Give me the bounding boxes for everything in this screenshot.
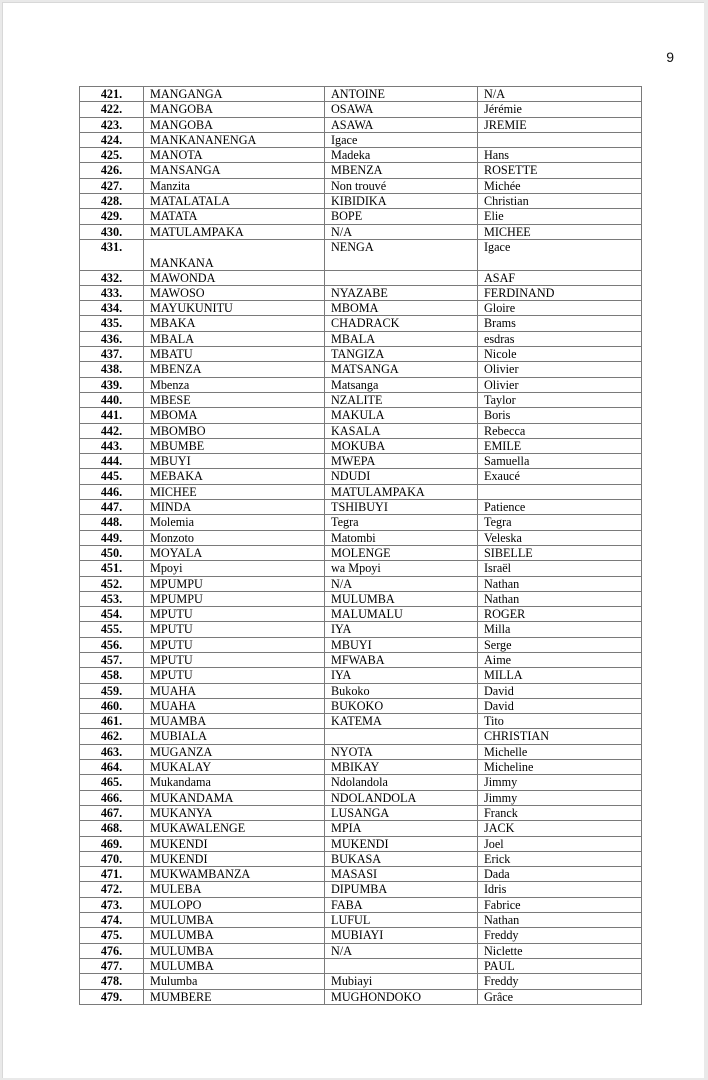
table-row — [80, 607, 642, 622]
table-row — [80, 515, 642, 530]
table-row — [80, 423, 642, 438]
row-number: 460. — [80, 698, 144, 713]
middle-name-cell: N/A — [325, 576, 478, 591]
last-name-cell: MATALATALA — [144, 194, 325, 209]
first-name-cell: Erick — [478, 851, 642, 866]
middle-name-cell: BOPE — [325, 209, 478, 224]
table-row — [80, 958, 642, 973]
last-name-cell: MULEBA — [144, 882, 325, 897]
last-name-cell: MANGANGA — [144, 87, 325, 102]
row-number: 456. — [80, 637, 144, 652]
table-row — [80, 928, 642, 943]
table-row — [80, 989, 642, 1004]
first-name-cell: Jérémie — [478, 102, 642, 117]
row-number: 469. — [80, 836, 144, 851]
table-row — [80, 591, 642, 606]
table-row — [80, 775, 642, 790]
first-name-cell: Niclette — [478, 943, 642, 958]
first-name-cell: Nathan — [478, 913, 642, 928]
middle-name-cell: MALUMALU — [325, 607, 478, 622]
first-name-cell: ASAF — [478, 270, 642, 285]
last-name-cell: MBUYI — [144, 454, 325, 469]
row-number: 438. — [80, 362, 144, 377]
first-name-cell: CHRISTIAN — [478, 729, 642, 744]
first-name-cell: PAUL — [478, 958, 642, 973]
table-row — [80, 239, 642, 270]
row-number: 466. — [80, 790, 144, 805]
row-number: 461. — [80, 714, 144, 729]
first-name-cell: Nathan — [478, 591, 642, 606]
last-name-cell: MBESE — [144, 392, 325, 407]
first-name-cell: Hans — [478, 148, 642, 163]
table-row — [80, 729, 642, 744]
first-name-cell: Fabrice — [478, 897, 642, 912]
table-row — [80, 285, 642, 300]
table-row — [80, 87, 642, 102]
middle-name-cell — [325, 958, 478, 973]
last-name-cell: MUKANDAMA — [144, 790, 325, 805]
middle-name-cell — [325, 270, 478, 285]
first-name-cell: Tegra — [478, 515, 642, 530]
table-row — [80, 102, 642, 117]
last-name-cell: MBAKA — [144, 316, 325, 331]
first-name-cell: SIBELLE — [478, 545, 642, 560]
table-row — [80, 867, 642, 882]
last-name-cell: MUBIALA — [144, 729, 325, 744]
last-name-cell: MOYALA — [144, 545, 325, 560]
last-name-cell: MUAHA — [144, 683, 325, 698]
middle-name-cell: N/A — [325, 943, 478, 958]
first-name-cell: Exaucé — [478, 469, 642, 484]
first-name-cell: Gloire — [478, 301, 642, 316]
row-number: 473. — [80, 897, 144, 912]
table-row — [80, 821, 642, 836]
first-name-cell: Tito — [478, 714, 642, 729]
row-number: 477. — [80, 958, 144, 973]
first-name-cell: Rebecca — [478, 423, 642, 438]
row-number: 426. — [80, 163, 144, 178]
first-name-cell: MILLA — [478, 668, 642, 683]
row-number: 468. — [80, 821, 144, 836]
first-name-cell: Taylor — [478, 392, 642, 407]
last-name-cell: MAWOSO — [144, 285, 325, 300]
middle-name-cell: MATSANGA — [325, 362, 478, 377]
table-row — [80, 469, 642, 484]
first-name-cell: Michée — [478, 178, 642, 193]
last-name-cell: MULUMBA — [144, 913, 325, 928]
middle-name-cell: MOLENGE — [325, 545, 478, 560]
name-roster-table — [79, 86, 642, 1005]
middle-name-cell: IYA — [325, 622, 478, 637]
row-number: 437. — [80, 347, 144, 362]
middle-name-cell: MBIKAY — [325, 760, 478, 775]
table-row — [80, 362, 642, 377]
last-name-cell: MEBAKA — [144, 469, 325, 484]
row-number: 424. — [80, 132, 144, 147]
last-name-cell: Mpoyi — [144, 561, 325, 576]
middle-name-cell: MASASI — [325, 867, 478, 882]
middle-name-cell: NYOTA — [325, 744, 478, 759]
row-number: 444. — [80, 454, 144, 469]
table-row — [80, 530, 642, 545]
table-row — [80, 683, 642, 698]
middle-name-cell: NDOLANDOLA — [325, 790, 478, 805]
row-number: 449. — [80, 530, 144, 545]
middle-name-cell: DIPUMBA — [325, 882, 478, 897]
row-number: 447. — [80, 500, 144, 515]
row-number: 479. — [80, 989, 144, 1004]
row-number: 432. — [80, 270, 144, 285]
last-name-cell: Mulumba — [144, 974, 325, 989]
table-row — [80, 652, 642, 667]
row-number: 464. — [80, 760, 144, 775]
last-name-cell: MULUMBA — [144, 943, 325, 958]
first-name-cell: Michelle — [478, 744, 642, 759]
last-name-cell: MANOTA — [144, 148, 325, 163]
middle-name-cell: MUBIAYI — [325, 928, 478, 943]
last-name-cell: MUKENDI — [144, 851, 325, 866]
last-name-cell: MBATU — [144, 347, 325, 362]
last-name-cell: MPUTU — [144, 622, 325, 637]
middle-name-cell: ANTOINE — [325, 87, 478, 102]
middle-name-cell: Madeka — [325, 148, 478, 163]
last-name-cell: MPUMPU — [144, 576, 325, 591]
first-name-cell: Veleska — [478, 530, 642, 545]
table-row — [80, 377, 642, 392]
last-name-cell: MULUMBA — [144, 958, 325, 973]
row-number: 452. — [80, 576, 144, 591]
table-row — [80, 194, 642, 209]
first-name-cell: esdras — [478, 331, 642, 346]
last-name-cell: MBENZA — [144, 362, 325, 377]
last-name-cell: MBOMA — [144, 408, 325, 423]
first-name-cell: Joel — [478, 836, 642, 851]
row-number: 423. — [80, 117, 144, 132]
row-number: 445. — [80, 469, 144, 484]
last-name-cell: MANKANA — [144, 239, 325, 270]
row-number: 471. — [80, 867, 144, 882]
row-number: 446. — [80, 484, 144, 499]
middle-name-cell: MATULAMPAKA — [325, 484, 478, 499]
page-number: 9 — [666, 49, 674, 65]
last-name-cell: MBALA — [144, 331, 325, 346]
middle-name-cell: KIBIDIKA — [325, 194, 478, 209]
table-row — [80, 331, 642, 346]
table-row — [80, 576, 642, 591]
table-row — [80, 148, 642, 163]
first-name-cell: Olivier — [478, 377, 642, 392]
table-row — [80, 897, 642, 912]
last-name-cell: MUKANYA — [144, 805, 325, 820]
last-name-cell: MPUMPU — [144, 591, 325, 606]
table-row — [80, 316, 642, 331]
last-name-cell: MANKANANENGA — [144, 132, 325, 147]
middle-name-cell: MAKULA — [325, 408, 478, 423]
last-name-cell: MICHEE — [144, 484, 325, 499]
first-name-cell: Igace — [478, 239, 642, 270]
first-name-cell: David — [478, 683, 642, 698]
first-name-cell: Samuella — [478, 454, 642, 469]
row-number: 436. — [80, 331, 144, 346]
table-row — [80, 408, 642, 423]
last-name-cell: MANGOBA — [144, 102, 325, 117]
middle-name-cell: MOKUBA — [325, 438, 478, 453]
table-row — [80, 637, 642, 652]
middle-name-cell: MULUMBA — [325, 591, 478, 606]
row-number: 467. — [80, 805, 144, 820]
last-name-cell: MULUMBA — [144, 928, 325, 943]
first-name-cell: Idris — [478, 882, 642, 897]
middle-name-cell: BUKOKO — [325, 698, 478, 713]
table-row — [80, 270, 642, 285]
middle-name-cell: Bukoko — [325, 683, 478, 698]
last-name-cell: Mbenza — [144, 377, 325, 392]
last-name-cell: MINDA — [144, 500, 325, 515]
row-number: 465. — [80, 775, 144, 790]
row-number: 476. — [80, 943, 144, 958]
first-name-cell: David — [478, 698, 642, 713]
row-number: 450. — [80, 545, 144, 560]
table-row — [80, 438, 642, 453]
first-name-cell: Serge — [478, 637, 642, 652]
table-row — [80, 117, 642, 132]
middle-name-cell: MBALA — [325, 331, 478, 346]
row-number: 475. — [80, 928, 144, 943]
middle-name-cell: MBOMA — [325, 301, 478, 316]
table-row — [80, 622, 642, 637]
table-row — [80, 790, 642, 805]
last-name-cell: MUKWAMBANZA — [144, 867, 325, 882]
first-name-cell: Israël — [478, 561, 642, 576]
table-row — [80, 974, 642, 989]
middle-name-cell: Igace — [325, 132, 478, 147]
row-number: 428. — [80, 194, 144, 209]
first-name-cell: Nicole — [478, 347, 642, 362]
row-number: 435. — [80, 316, 144, 331]
last-name-cell: MUMBERE — [144, 989, 325, 1004]
middle-name-cell — [325, 729, 478, 744]
row-number: 453. — [80, 591, 144, 606]
first-name-cell: Franck — [478, 805, 642, 820]
table-row — [80, 301, 642, 316]
first-name-cell: Micheline — [478, 760, 642, 775]
first-name-cell: MICHEE — [478, 224, 642, 239]
middle-name-cell: LUSANGA — [325, 805, 478, 820]
table-row — [80, 668, 642, 683]
row-number: 478. — [80, 974, 144, 989]
middle-name-cell: IYA — [325, 668, 478, 683]
middle-name-cell: MUGHONDOKO — [325, 989, 478, 1004]
row-number: 441. — [80, 408, 144, 423]
first-name-cell: JACK — [478, 821, 642, 836]
middle-name-cell: MBUYI — [325, 637, 478, 652]
row-number: 439. — [80, 377, 144, 392]
last-name-cell: MUKENDI — [144, 836, 325, 851]
middle-name-cell: ASAWA — [325, 117, 478, 132]
middle-name-cell: NENGA — [325, 239, 478, 270]
middle-name-cell: MFWABA — [325, 652, 478, 667]
middle-name-cell: Tegra — [325, 515, 478, 530]
table-row — [80, 209, 642, 224]
last-name-cell: Manzita — [144, 178, 325, 193]
first-name-cell: Brams — [478, 316, 642, 331]
last-name-cell: MATATA — [144, 209, 325, 224]
last-name-cell: MPUTU — [144, 668, 325, 683]
first-name-cell: Boris — [478, 408, 642, 423]
table-row — [80, 392, 642, 407]
row-number: 430. — [80, 224, 144, 239]
last-name-cell: MANSANGA — [144, 163, 325, 178]
row-number: 458. — [80, 668, 144, 683]
row-number: 472. — [80, 882, 144, 897]
table-row — [80, 760, 642, 775]
first-name-cell: Milla — [478, 622, 642, 637]
last-name-cell: MUAMBA — [144, 714, 325, 729]
table-row — [80, 561, 642, 576]
first-name-cell: EMILE — [478, 438, 642, 453]
row-number: 433. — [80, 285, 144, 300]
table-row — [80, 132, 642, 147]
table-row — [80, 698, 642, 713]
last-name-cell: Molemia — [144, 515, 325, 530]
first-name-cell — [478, 132, 642, 147]
first-name-cell: Dada — [478, 867, 642, 882]
middle-name-cell: MWEPA — [325, 454, 478, 469]
last-name-cell: MPUTU — [144, 607, 325, 622]
row-number: 470. — [80, 851, 144, 866]
row-number: 454. — [80, 607, 144, 622]
row-number: 440. — [80, 392, 144, 407]
first-name-cell: Jimmy — [478, 775, 642, 790]
first-name-cell: ROSETTE — [478, 163, 642, 178]
row-number: 451. — [80, 561, 144, 576]
last-name-cell: MATULAMPAKA — [144, 224, 325, 239]
middle-name-cell: Mubiayi — [325, 974, 478, 989]
table-row — [80, 744, 642, 759]
row-number: 421. — [80, 87, 144, 102]
roster-body — [80, 87, 642, 1005]
last-name-cell: MULOPO — [144, 897, 325, 912]
first-name-cell: Grâce — [478, 989, 642, 1004]
middle-name-cell: BUKASA — [325, 851, 478, 866]
first-name-cell — [478, 484, 642, 499]
first-name-cell: Elie — [478, 209, 642, 224]
middle-name-cell: FABA — [325, 897, 478, 912]
middle-name-cell: LUFUL — [325, 913, 478, 928]
table-row — [80, 178, 642, 193]
last-name-cell: MBUMBE — [144, 438, 325, 453]
table-row — [80, 545, 642, 560]
first-name-cell: Patience — [478, 500, 642, 515]
middle-name-cell: TSHIBUYI — [325, 500, 478, 515]
middle-name-cell: MUKENDI — [325, 836, 478, 851]
row-number: 448. — [80, 515, 144, 530]
first-name-cell: N/A — [478, 87, 642, 102]
middle-name-cell: TANGIZA — [325, 347, 478, 362]
middle-name-cell: Matsanga — [325, 377, 478, 392]
first-name-cell: Aime — [478, 652, 642, 667]
row-number: 462. — [80, 729, 144, 744]
last-name-cell: MPUTU — [144, 652, 325, 667]
last-name-cell: MUKAWALENGE — [144, 821, 325, 836]
middle-name-cell: wa Mpoyi — [325, 561, 478, 576]
first-name-cell: Freddy — [478, 974, 642, 989]
last-name-cell: MUGANZA — [144, 744, 325, 759]
first-name-cell: Christian — [478, 194, 642, 209]
table-row — [80, 805, 642, 820]
last-name-cell: MPUTU — [144, 637, 325, 652]
row-number: 422. — [80, 102, 144, 117]
row-number: 442. — [80, 423, 144, 438]
last-name-cell: Monzoto — [144, 530, 325, 545]
first-name-cell: Jimmy — [478, 790, 642, 805]
table-row — [80, 484, 642, 499]
row-number: 457. — [80, 652, 144, 667]
table-row — [80, 500, 642, 515]
first-name-cell: ROGER — [478, 607, 642, 622]
middle-name-cell: Non trouvé — [325, 178, 478, 193]
row-number: 459. — [80, 683, 144, 698]
row-number: 463. — [80, 744, 144, 759]
table-row — [80, 454, 642, 469]
row-number: 429. — [80, 209, 144, 224]
last-name-cell: MUAHA — [144, 698, 325, 713]
row-number: 443. — [80, 438, 144, 453]
document-page — [2, 2, 704, 1078]
middle-name-cell: KASALA — [325, 423, 478, 438]
table-row — [80, 224, 642, 239]
table-row — [80, 851, 642, 866]
table-row — [80, 714, 642, 729]
row-number: 434. — [80, 301, 144, 316]
middle-name-cell: MBENZA — [325, 163, 478, 178]
middle-name-cell: CHADRACK — [325, 316, 478, 331]
last-name-cell: MANGOBA — [144, 117, 325, 132]
middle-name-cell: MPIA — [325, 821, 478, 836]
middle-name-cell: KATEMA — [325, 714, 478, 729]
first-name-cell: JREMIE — [478, 117, 642, 132]
middle-name-cell: NZALITE — [325, 392, 478, 407]
middle-name-cell: Matombi — [325, 530, 478, 545]
middle-name-cell: NYAZABE — [325, 285, 478, 300]
row-number: 427. — [80, 178, 144, 193]
last-name-cell: MBOMBO — [144, 423, 325, 438]
last-name-cell: MAWONDA — [144, 270, 325, 285]
table-row — [80, 943, 642, 958]
middle-name-cell: Ndolandola — [325, 775, 478, 790]
row-number: 455. — [80, 622, 144, 637]
last-name-cell: MAYUKUNITU — [144, 301, 325, 316]
last-name-cell: MUKALAY — [144, 760, 325, 775]
first-name-cell: Freddy — [478, 928, 642, 943]
table-row — [80, 347, 642, 362]
first-name-cell: Olivier — [478, 362, 642, 377]
table-row — [80, 913, 642, 928]
row-number: 474. — [80, 913, 144, 928]
table-row — [80, 836, 642, 851]
first-name-cell: Nathan — [478, 576, 642, 591]
last-name-cell: Mukandama — [144, 775, 325, 790]
table-row — [80, 163, 642, 178]
row-number: 431. — [80, 239, 144, 270]
middle-name-cell: NDUDI — [325, 469, 478, 484]
table-row — [80, 882, 642, 897]
first-name-cell: FERDINAND — [478, 285, 642, 300]
middle-name-cell: N/A — [325, 224, 478, 239]
middle-name-cell: OSAWA — [325, 102, 478, 117]
row-number: 425. — [80, 148, 144, 163]
